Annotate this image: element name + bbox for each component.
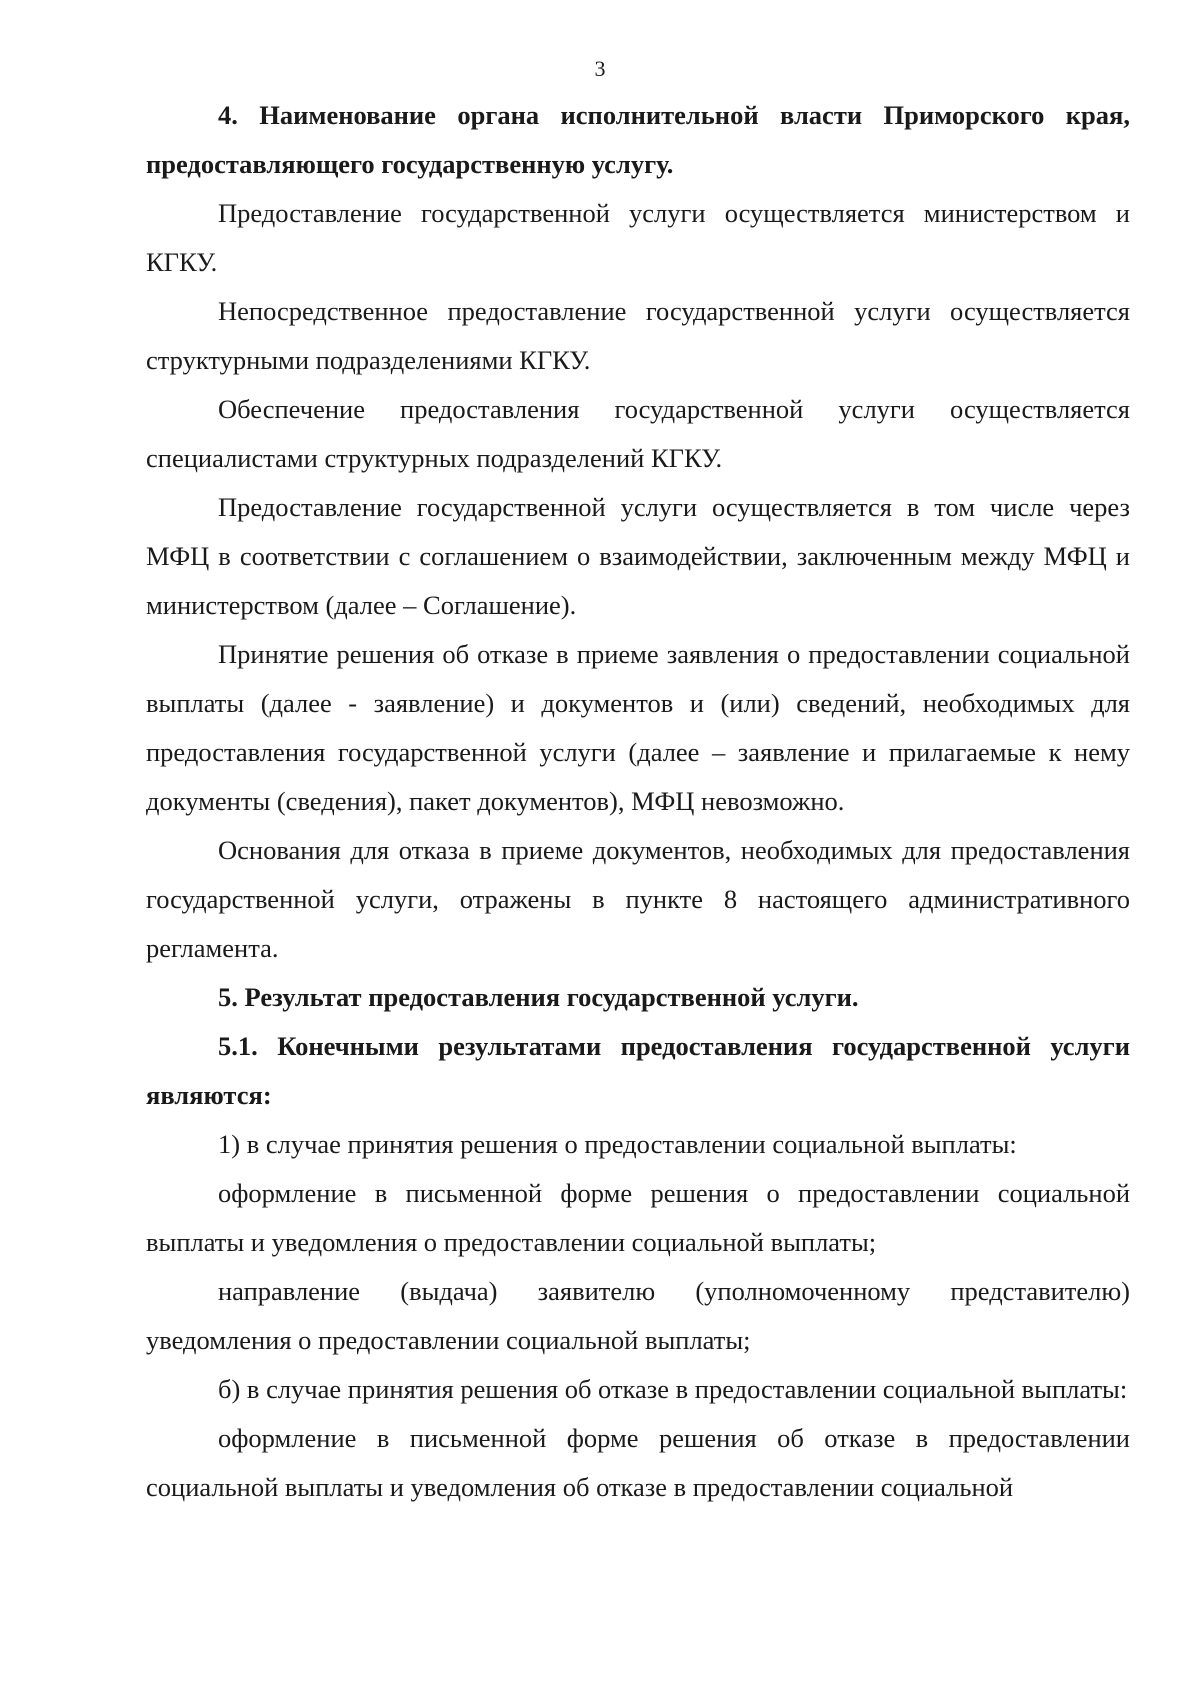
list-item: 1) в случае принятия решения о предоставлении социальной выплаты: <box>218 1129 1017 1159</box>
document-body <box>146 91 1130 1512</box>
body-paragraph: Принятие решения об отказе в приеме заявления о предоставлении социальной выплаты (далее - заявление) и документов и (или) сведений, необходимых для предоставления государственной услуги (далее – заявление и прилагаемые к нему документы (сведения), пакет документов), МФЦ невозможно. <box>146 639 1130 816</box>
section-5-heading: 5. Результат предоставления государственной услуги. <box>218 982 859 1012</box>
body-paragraph: Непосредственное предоставление государственной услуги осуществляется структурными подразделениями КГКУ. <box>146 296 1130 375</box>
body-paragraph: Предоставление государственной услуги осуществляется в том числе через МФЦ в соответствии с соглашением о взаимодействии, заключенным между МФЦ и министерством (далее – Соглашение). <box>146 492 1130 620</box>
page-number: 3 <box>594 56 606 81</box>
body-paragraph: Предоставление государственной услуги осуществляется министерством и КГКУ. <box>146 198 1130 277</box>
body-paragraph: направление (выдача) заявителю (уполномоченному представителю) уведомления о предоставлении социальной выплаты; <box>146 1276 1130 1355</box>
section-4-heading: 4. Наименование органа исполнительной власти Приморского края, предоставляющего государственную услугу. <box>146 100 1130 179</box>
body-paragraph: Обеспечение предоставления государственной услуги осуществляется специалистами структурных подразделений КГКУ. <box>146 394 1130 473</box>
body-paragraph: Основания для отказа в приеме документов, необходимых для предоставления государственной услуги, отражены в пункте 8 настоящего административного регламента. <box>146 835 1130 963</box>
body-paragraph: оформление в письменной форме решения об отказе в предоставлении социальной выплаты и уведомления об отказе в предоставлении социальной <box>146 1423 1130 1502</box>
subsection-5-1-heading: 5.1. Конечными результатами предоставления государственной услуги являются: <box>146 1031 1130 1110</box>
body-paragraph: оформление в письменной форме решения о предоставлении социальной выплаты и уведомления о предоставлении социальной выплаты; <box>146 1178 1130 1257</box>
list-item: б) в случае принятия решения об отказе в предоставлении социальной выплаты: <box>218 1374 1128 1404</box>
